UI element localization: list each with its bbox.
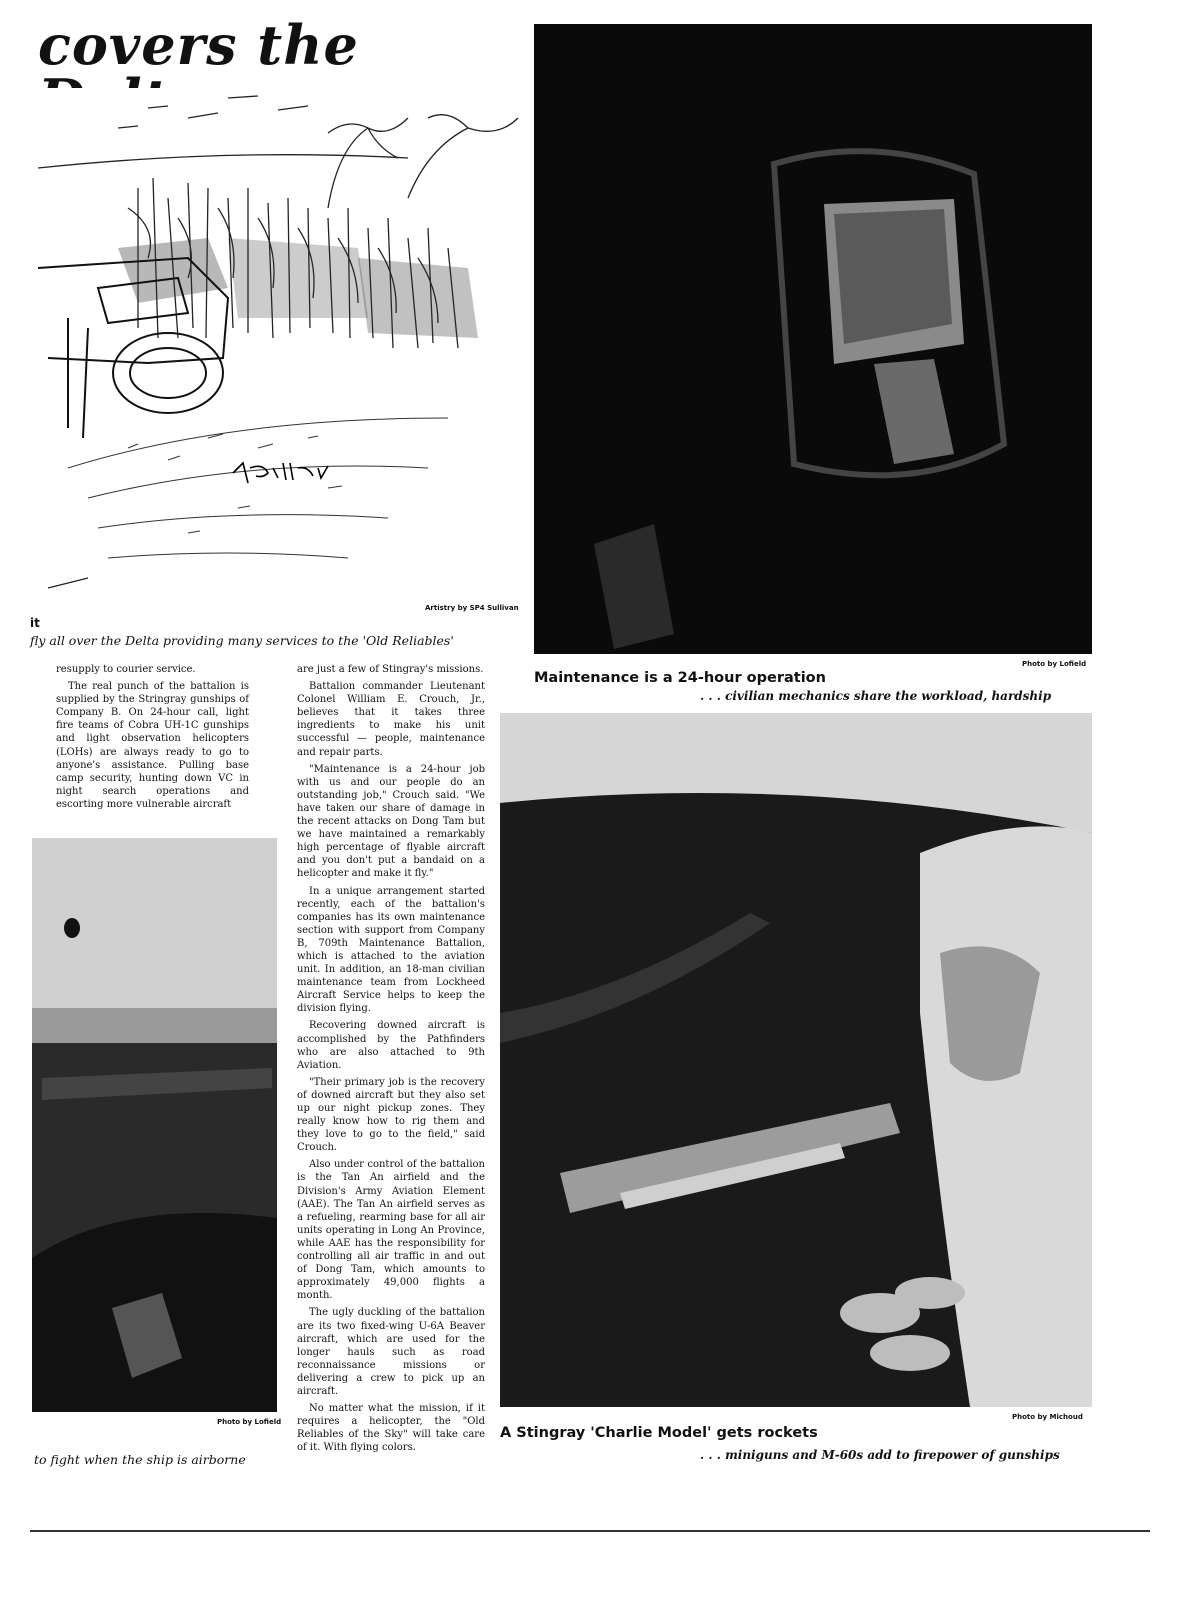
article-paragraph: The real punch of the battalion is supplied by the Stringray gunships of Company B. On 24-hour call, light fire teams of Cobra UH-1C gunships and light observation helicopters (LOHs) are always ready to go to anyone's assistance. Pulling base camp security, hunting down VC in night search operations and escorting more vulnerable aircraft [56, 681, 249, 810]
photo-credit: Photo by Lofield [1022, 660, 1087, 668]
helicopter-sketch-illustration [28, 88, 538, 610]
article-paragraph: In a unique arrangement started recently, each of the battalion's companies has its own maintenance section with support from Company B, 709th Maintenance Battalion, which is attached to the aviation unit. In addition, an 18-man civilian maintenance team from Lockheed Aircraft Service helps to keep the division flying. [297, 885, 485, 1015]
gunner-photo [32, 838, 277, 1412]
headline: covers the [38, 13, 359, 77]
article-paragraph: Also under control of the battalion is the Tan An airfield and the Division's Army Aviation Element (AAE). The Tan An airfield serves as a refueling, rearming base for all air units operating in Long An Province, while AAE has the responsibility for controlling all air traffic in and out of Dong Tam, which amounts to approximately 49,000 flights a month. [297, 1159, 485, 1302]
photo-credit: Photo by Michoud [1012, 1413, 1083, 1421]
sketch-credit: Artistry by SP4 Sullivan [425, 604, 519, 612]
photo-credit: Photo by Lofield [217, 1418, 282, 1426]
rocket-loading-photo [500, 713, 1092, 1407]
article-paragraph: Recovering downed aircraft is accomplished by the Pathfinders who are also attached to 9th Aviation. [297, 1020, 485, 1071]
photo-subcaption: . . . civilian mechanics share the workload, hardship [700, 689, 1052, 703]
article-paragraph: "Their primary job is the recovery of downed aircraft but they also set up our night pickup zones. They really know how to rig them and they love to go to the field," said Crouch. [297, 1076, 485, 1154]
article-column-2 [297, 663, 485, 1458]
photo-caption: to fight when the ship is airborne [34, 1452, 246, 1467]
page-bottom-rule [30, 1530, 1150, 1532]
article-paragraph: are just a few of Stingray's missions. [297, 664, 484, 675]
mechanic-photo [534, 24, 1092, 654]
photo-headline: Maintenance is a 24-hour operation [534, 670, 826, 686]
article-column-1 [56, 663, 249, 815]
article-paragraph: resupply to courier service. [56, 664, 196, 675]
caption-lead: it [30, 616, 40, 630]
sketch-caption: fly all over the Delta providing many services to the 'Old Reliables' [30, 633, 454, 648]
article-paragraph: "Maintenance is a 24-hour job with us and our people do an outstanding job," Crouch said. "We have taken our share of damage in the recent attacks on Dong Tam but we have maintained a remarkably high percentage of flyable aircraft and you don't put a bandaid on a helicopter and make it fly." [297, 763, 485, 880]
article-paragraph: No matter what the mission, if it requires a helicopter, the "Old Reliables of the Sky" will take care of it. With flying colors. [297, 1403, 485, 1454]
article-paragraph: The ugly duckling of the battalion are its two fixed-wing U-6A Beaver aircraft, which are used for the longer hauls such as road reconnaissance missions or delivering a crew to pick up an aircraft. [297, 1307, 485, 1397]
photo-headline: A Stingray 'Charlie Model' gets rockets [500, 1425, 818, 1441]
photo-subcaption: . . . miniguns and M-60s add to firepower of gunships [700, 1448, 1060, 1462]
article-paragraph: Battalion commander Lieutenant Colonel William E. Crouch, Jr., believes that it takes three ingredients to make his unit successful — people, maintenance and repair parts. [297, 681, 485, 758]
